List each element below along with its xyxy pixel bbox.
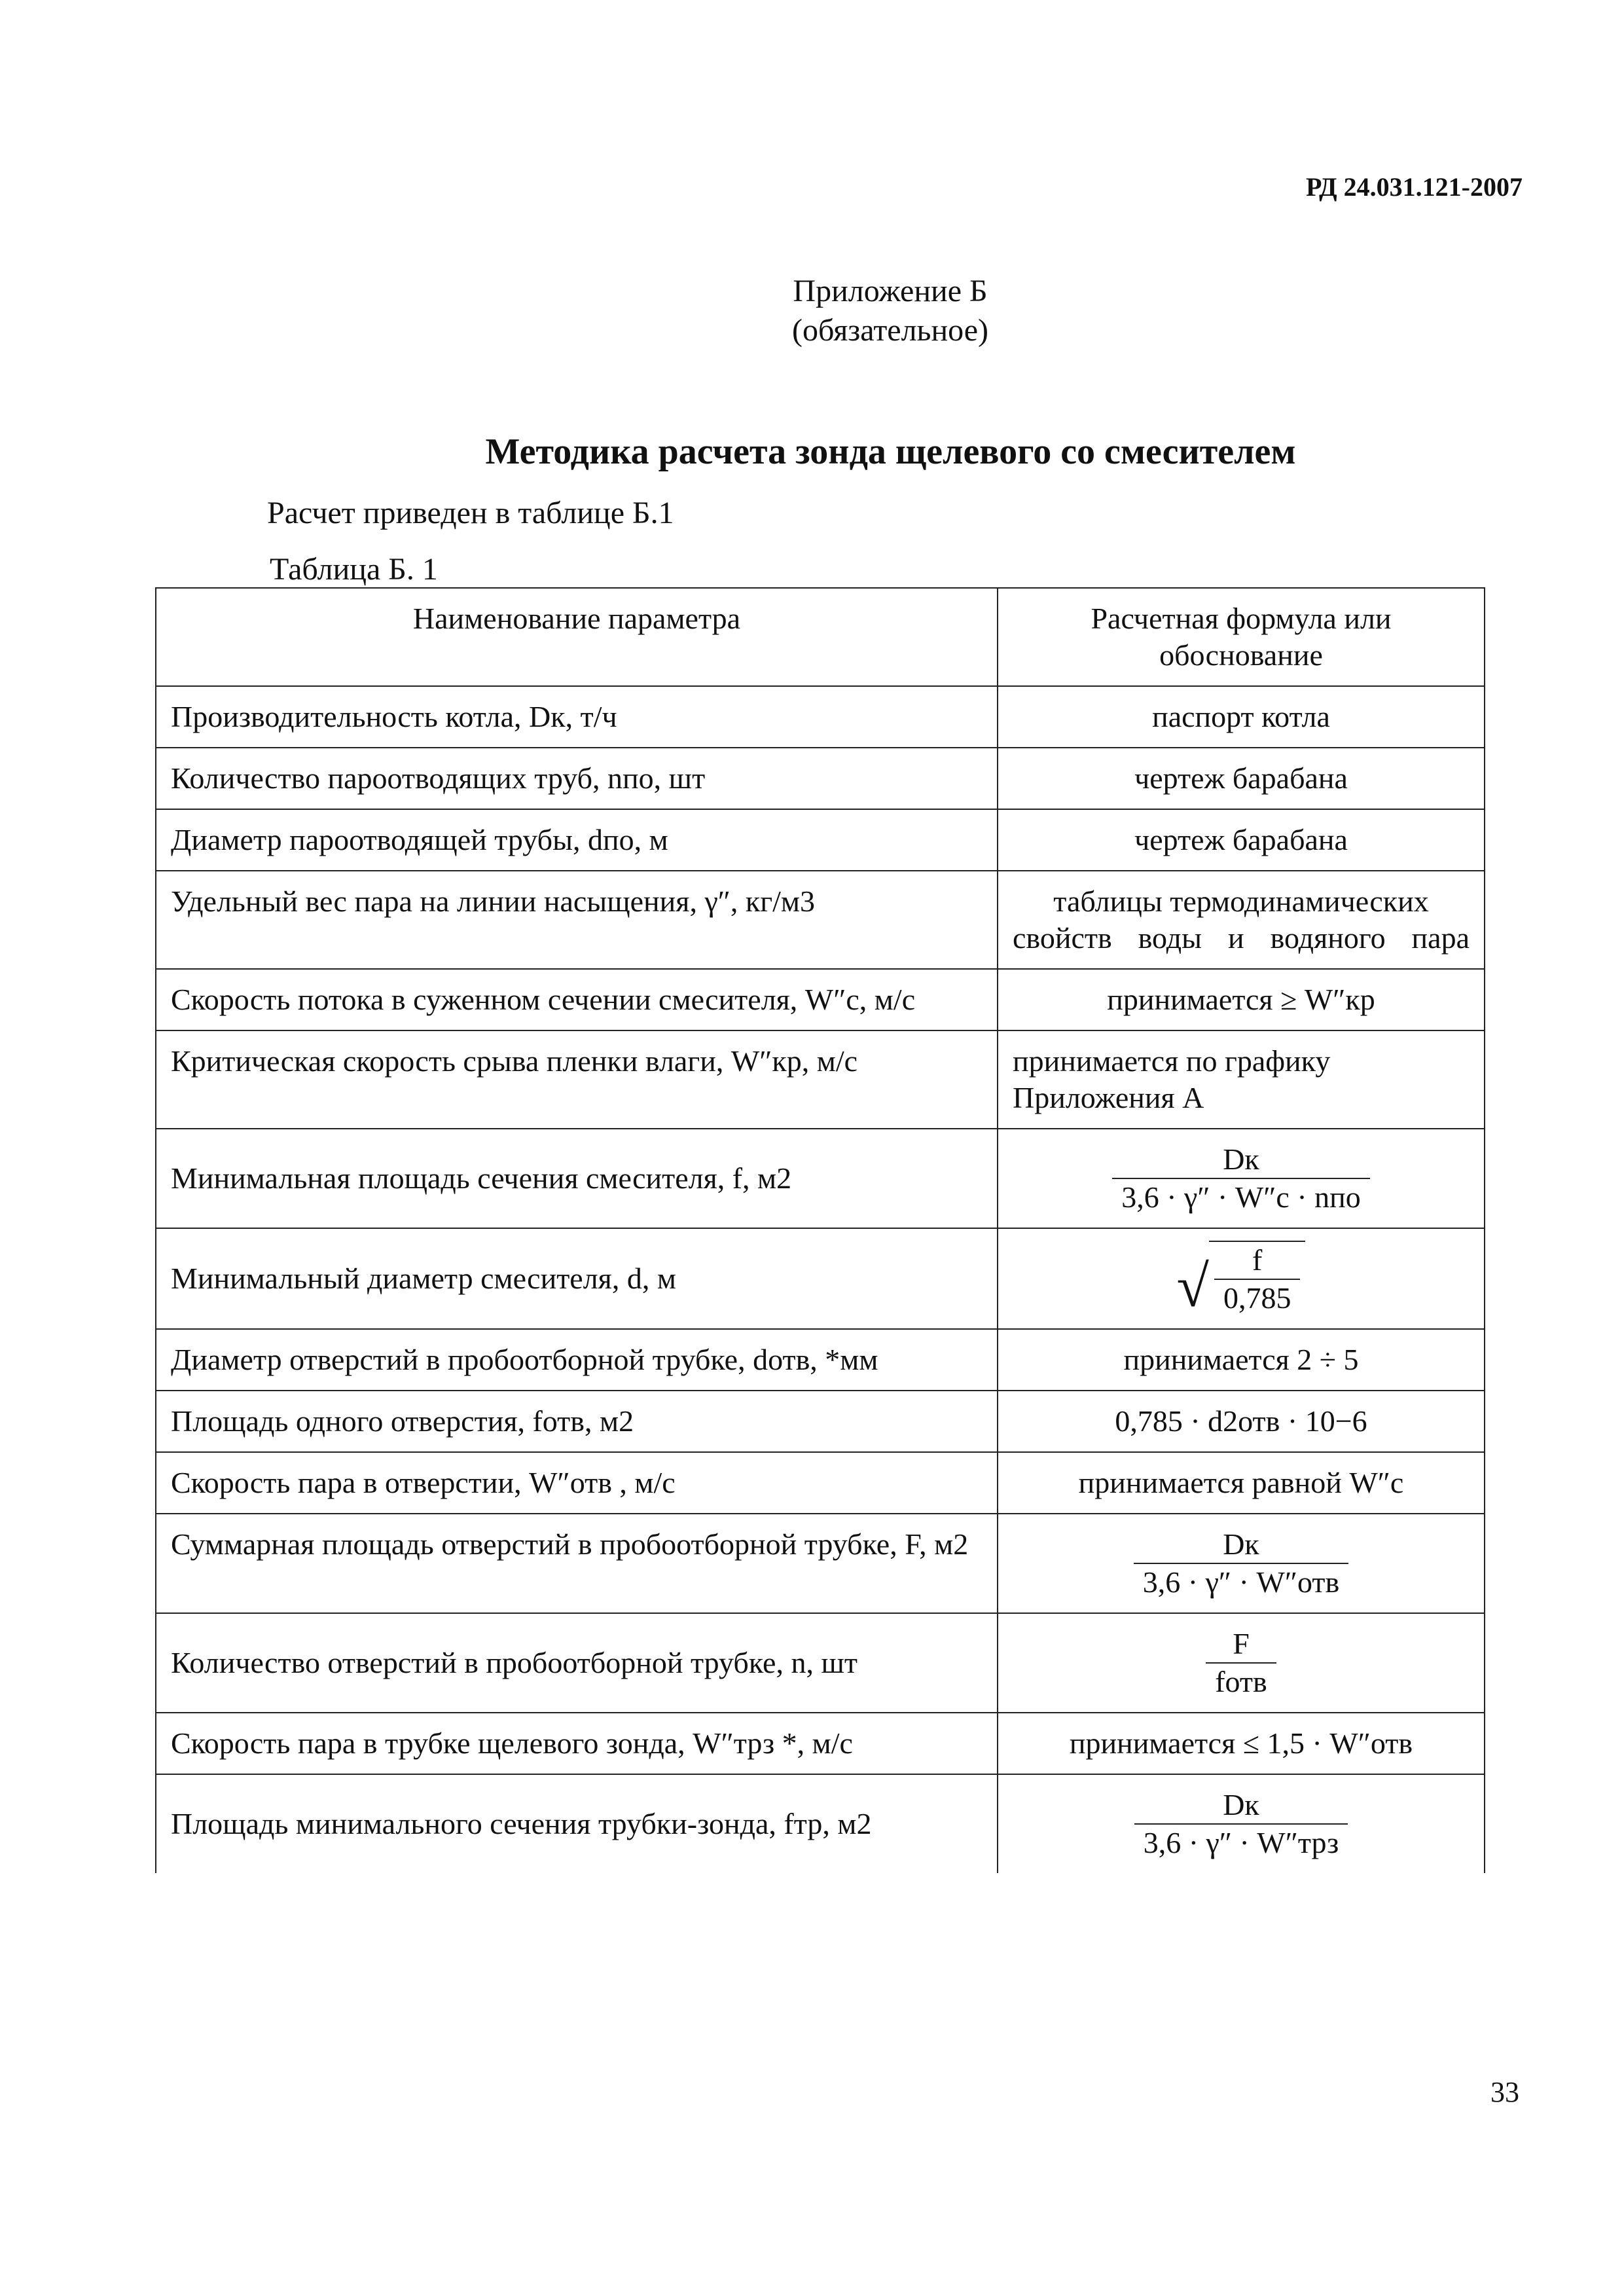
page-title: Методика расчета зонда щелевого со смесителем — [485, 431, 1296, 472]
param-cell: Скорость потока в суженном сечении смесителя, W″c, м/с — [156, 969, 998, 1030]
fraction — [1134, 1526, 1348, 1601]
table-row — [156, 1129, 1485, 1228]
table-row — [156, 969, 1485, 1030]
table-header-row — [156, 588, 1485, 686]
formula-cell — [998, 1129, 1485, 1228]
table-row — [156, 1613, 1485, 1713]
param-cell: Минимальная площадь сечения смесителя, f, м2 — [156, 1129, 998, 1228]
table-row — [156, 1713, 1485, 1774]
fraction-denominator: fотв — [1206, 1662, 1276, 1700]
table-row — [156, 1228, 1485, 1329]
formula-cell — [998, 1228, 1485, 1329]
fraction — [1209, 1241, 1306, 1317]
formula-cell: принимается ≤ 1,5 · W″отв — [998, 1713, 1485, 1774]
fraction-denominator: 3,6 · γ″ · W″отв — [1134, 1563, 1348, 1601]
radical-sign-icon: √ — [1176, 1254, 1209, 1319]
param-cell: Количество отверстий в пробоотборной трубке, n, шт — [156, 1613, 998, 1713]
fraction — [1134, 1787, 1348, 1861]
document-code: РД 24.031.121-2007 — [1306, 172, 1523, 202]
param-cell: Производительность котла, Dк, т/ч — [156, 686, 998, 748]
formula-cell: 0,785 · d2отв · 10−6 — [998, 1391, 1485, 1452]
formula-cell: чертеж барабана — [998, 809, 1485, 871]
header-parameter: Наименование параметра — [156, 588, 998, 686]
appendix-status: (обязательное) — [792, 313, 988, 348]
param-cell: Диаметр отверстий в пробоотборной трубке, dотв, *мм — [156, 1329, 998, 1391]
fraction — [1206, 1626, 1276, 1700]
formula-cell: принимается по графику Приложения А — [998, 1030, 1485, 1129]
table-caption: Таблица Б. 1 — [270, 552, 438, 587]
table-row — [156, 1329, 1485, 1391]
square-root — [1177, 1241, 1306, 1317]
intro-text: Расчет приведен в таблице Б.1 — [267, 496, 674, 530]
param-cell: Удельный вес пара на линии насыщения, γ″, кг/м3 — [156, 871, 998, 969]
table-row — [156, 748, 1485, 809]
formula-cell: паспорт котла — [998, 686, 1485, 748]
header-formula: Расчетная формула или обоснование — [998, 588, 1485, 686]
table-row — [156, 1391, 1485, 1452]
table-row — [156, 1774, 1485, 1873]
fraction-numerator: Dк — [1223, 1527, 1259, 1561]
fraction-numerator: Dк — [1223, 1142, 1259, 1176]
fraction-denominator: 3,6 · γ″ · W″c · nпо — [1112, 1178, 1370, 1216]
table-row — [156, 809, 1485, 871]
formula-cell — [998, 1774, 1485, 1873]
appendix-label — [785, 272, 995, 350]
calculation-table — [155, 587, 1485, 1873]
param-cell: Количество пароотводящих труб, nпо, шт — [156, 748, 998, 809]
param-cell: Диаметр пароотводящей трубы, dпо, м — [156, 809, 998, 871]
formula-cell: чертеж барабана — [998, 748, 1485, 809]
param-cell: Скорость пара в отверстии, W″отв , м/с — [156, 1452, 998, 1514]
table-row — [156, 1452, 1485, 1514]
param-cell: Скорость пара в трубке щелевого зонда, W″трз *, м/с — [156, 1713, 998, 1774]
fraction-denominator: 3,6 · γ″ · W″трз — [1134, 1823, 1348, 1861]
fraction-numerator: Dк — [1223, 1788, 1259, 1821]
formula-cell — [998, 1514, 1485, 1613]
param-cell: Площадь минимального сечения трубки-зонда, fтр, м2 — [156, 1774, 998, 1873]
param-cell: Суммарная площадь отверстий в пробоотборной трубке, F, м2 — [156, 1514, 998, 1613]
formula-cell: принимается ≥ W″кр — [998, 969, 1485, 1030]
table-row — [156, 871, 1485, 969]
formula-cell — [998, 1613, 1485, 1713]
table-row — [156, 686, 1485, 748]
fraction — [1112, 1141, 1370, 1216]
fraction-denominator: 0,785 — [1214, 1279, 1301, 1317]
formula-cell: принимается 2 ÷ 5 — [998, 1329, 1485, 1391]
page-number: 33 — [1490, 2076, 1519, 2108]
param-cell: Минимальный диаметр смесителя, d, м — [156, 1228, 998, 1329]
appendix-title: Приложение Б — [793, 274, 988, 308]
table-row — [156, 1514, 1485, 1613]
param-cell: Площадь одного отверстия, fотв, м2 — [156, 1391, 998, 1452]
fraction-numerator: f — [1252, 1243, 1263, 1277]
param-cell: Критическая скорость срыва пленки влаги, W″кр, м/с — [156, 1030, 998, 1129]
formula-cell: таблицы термодинамических свойств воды и водяного пара — [998, 871, 1485, 969]
table-row — [156, 1030, 1485, 1129]
formula-cell: принимается равной W″c — [998, 1452, 1485, 1514]
fraction-numerator: F — [1233, 1627, 1250, 1660]
